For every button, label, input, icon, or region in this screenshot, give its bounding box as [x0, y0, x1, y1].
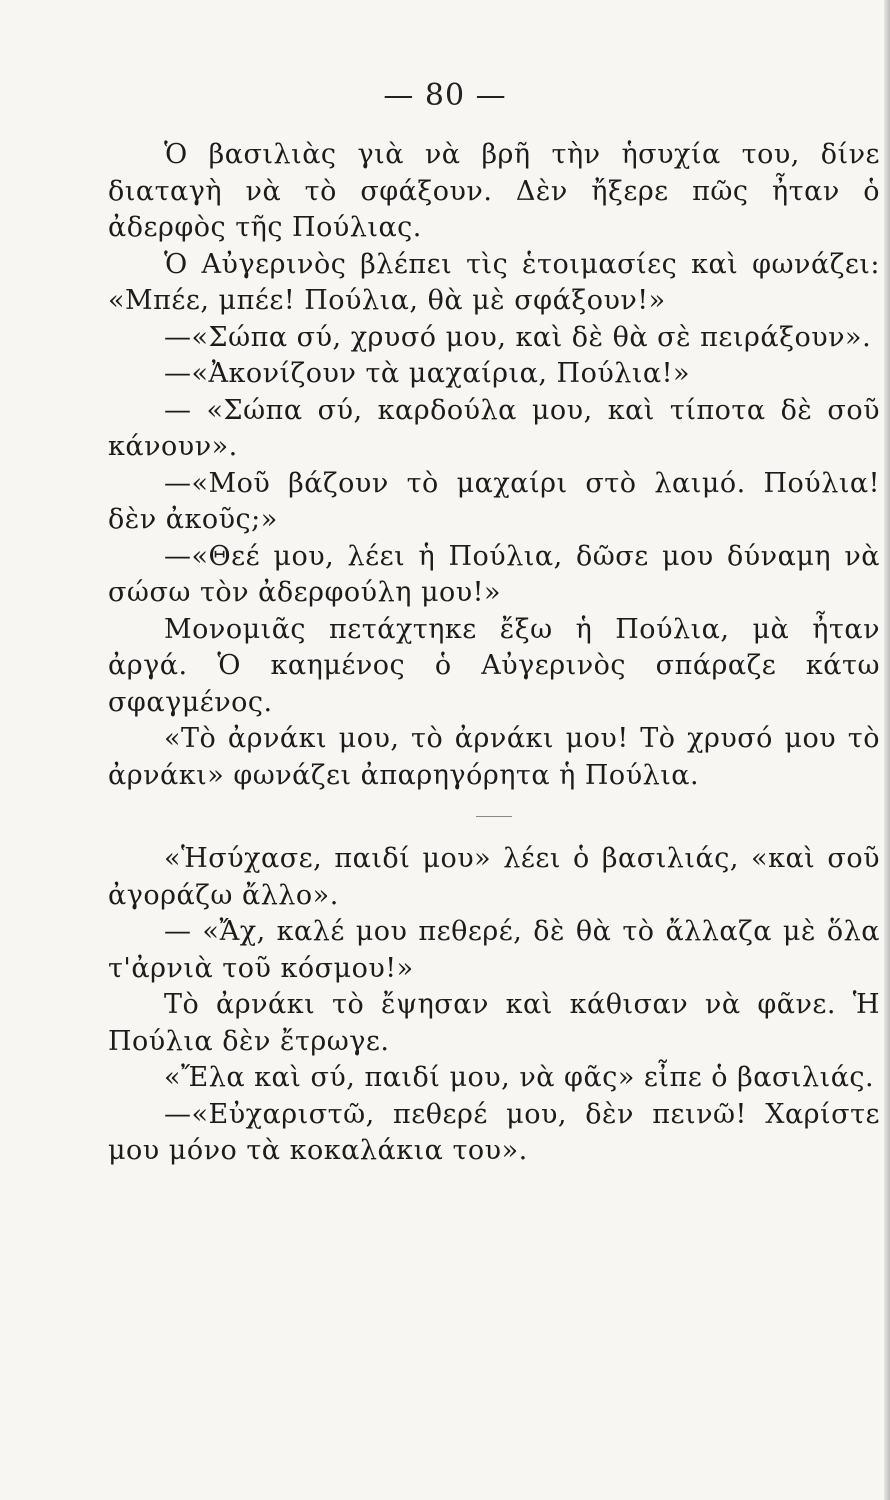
paragraph: — «Σώπα σύ, καρδούλα μου, καὶ τίποτα δὲ σοῦ κάνουν».: [108, 394, 880, 462]
page-number: — 80 —: [383, 78, 507, 113]
body-text: [108, 137, 880, 1170]
paragraph: Ὁ βασιλιὰς γιὰ νὰ βρῆ τὴν ἡσυχία του, δίνε διαταγὴ νὰ τὸ σφάξουν. Δὲν ἤξερε πῶς ἦταν ὁ ἀδερφὸς τῆς Πούλιας.: [108, 139, 880, 243]
paragraph: «Ἔλα καὶ σύ, παιδί μου, νὰ φᾶς» εἶπε ὁ βασιλιάς.: [164, 1062, 875, 1093]
paragraph: Τὸ ἀρνάκι τὸ ἔψησαν καὶ κάθισαν νὰ φᾶνε. Ἡ Πούλια δὲν ἔτρωγε.: [108, 989, 880, 1057]
paragraph: — «Ἄχ, καλέ μου πεθερέ, δὲ θὰ τὸ ἄλλαζα μὲ ὅλα τ'ἀρνιὰ τοῦ κόσμου!»: [108, 916, 880, 984]
paragraph: Ὁ Αὐγερινὸς βλέπει τὶς ἑτοιμασίες καὶ φωνάζει: «Μπέε, μπέε! Πούλια, θὰ μὲ σφάξουν!»: [108, 248, 880, 316]
paragraph: —«Μοῦ βάζουν τὸ μαχαίρι στὸ λαιμό. Πούλια! δὲν ἀκοῦς;»: [108, 467, 880, 535]
paragraph: —«Ἀκονίζουν τὰ μαχαίρια, Πούλια!»: [164, 358, 691, 389]
section-divider: [476, 816, 512, 817]
paragraph: «Ἡσύχασε, παιδί μου» λέει ὁ βασιλιάς, «καὶ σοῦ ἀγοράζω ἄλλο».: [108, 843, 880, 911]
paragraph: —«Εὐχαριστῶ, πεθερέ μου, δὲν πεινῶ! Χαρίστε μου μόνο τὰ κοκαλάκια του».: [108, 1098, 880, 1166]
paragraph: —«Θεέ μου, λέει ἡ Πούλια, δῶσε μου δύναμη νὰ σώσω τὸν ἀδερφούλη μου!»: [108, 540, 880, 608]
paragraph: Μονομιᾶς πετάχτηκε ἔξω ἡ Πούλια, μὰ ἦταν ἀργά. Ὁ καημένος ὁ Αὐγερινὸς σπάραζε κάτω σφαγμένος.: [108, 613, 880, 718]
paragraph: «Τὸ ἀρνάκι μου, τὸ ἀρνάκι μου! Τὸ χρυσό μου τὸ ἀρνάκι» φωνάζει ἀπαρηγόρητα ἡ Πούλια.: [108, 723, 880, 791]
paragraph: —«Σώπα σύ, χρυσό μου, καὶ δὲ θὰ σὲ πειράξουν».: [164, 321, 872, 353]
page-edge: [884, 0, 890, 1500]
